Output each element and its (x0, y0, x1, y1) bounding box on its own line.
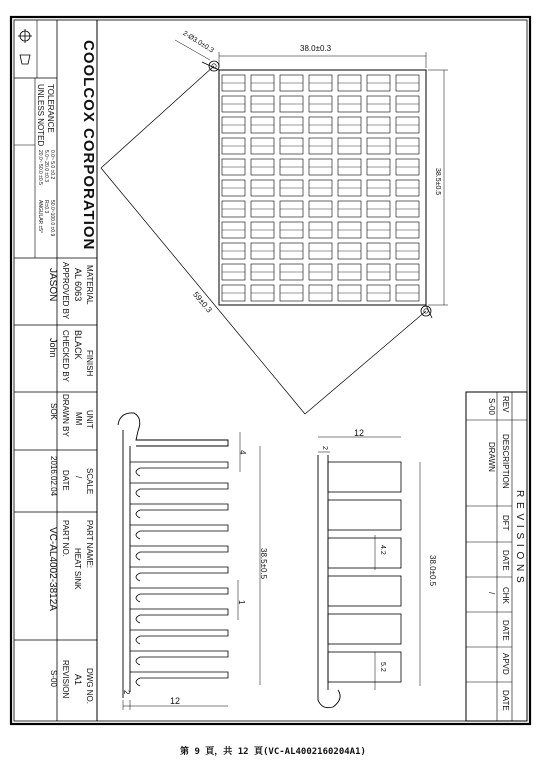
part-no-value: VC-AL4002-3812A (47, 527, 58, 611)
tolerance-line-4: 50.0~100.0 ±0.9 (49, 200, 55, 237)
front-fin (328, 500, 401, 530)
side-fin (130, 630, 228, 644)
rev-cell-chk: / (487, 592, 496, 595)
tolerance-label: TOLERANCE (46, 84, 55, 133)
dim-side-top: 4 (238, 450, 247, 455)
side-fin (130, 609, 228, 623)
approved-value: JASON (47, 268, 58, 302)
front-fin (328, 576, 401, 606)
dwg-no-label: DWG NO. (85, 668, 94, 704)
scale-value: / (74, 476, 83, 479)
dim-side-fin: 1 (237, 600, 246, 605)
page-footer: 第 9 頁，共 12 頁(VC-AL4002160204A1) (180, 747, 366, 757)
drawn-value: SOK (49, 403, 58, 420)
dim-hole: 2-Ø3.0±0.3 (181, 30, 215, 55)
side-fin (130, 567, 228, 581)
tolerance-line-5: R±0.3 (43, 200, 49, 214)
side-fins (130, 462, 228, 686)
part-name-label: PART NAME: (85, 520, 94, 569)
rev-header-date-1: DATE (501, 550, 510, 571)
checked-value: John (48, 338, 58, 358)
dim-top-width: 38.0±0.3 (300, 44, 332, 53)
dim-side-base: 2 (122, 690, 131, 695)
company-name: COOLCOX CORPORATION (80, 40, 97, 251)
front-view (318, 437, 420, 708)
revision-label: REVISION (61, 660, 70, 699)
rev-header-date-3: DATE (501, 690, 510, 711)
drawn-label: DRAWN BY (61, 394, 70, 437)
side-fin (130, 588, 228, 602)
dim-front-gap: 4.2 (379, 545, 386, 555)
projection-symbol-icon (18, 29, 32, 64)
rev-header-date-2: DATE (501, 620, 510, 641)
dim-side-height: 38.5±0.5 (259, 548, 268, 580)
rev-header-description: DESCRIPTION (501, 434, 510, 489)
rev-header-dft: DFT (501, 515, 510, 531)
material-value: AL 6063 (73, 268, 83, 302)
side-fin (130, 546, 228, 560)
dim-front-width: 12 (354, 428, 365, 438)
tolerance-line-1: 0.0~ 5.0 ±0.2 (49, 150, 55, 180)
scale-label: SCALE (85, 468, 94, 495)
tolerance-line-6: ANGULAR ±5° (37, 200, 43, 234)
dwg-no-value: A1 (73, 674, 83, 686)
side-fin (130, 504, 228, 518)
date-label: DATE (61, 470, 70, 491)
rev-header-rev: REV (501, 396, 510, 413)
revision-value: S-00 (49, 670, 58, 687)
dim-front-base: 2 (321, 446, 328, 450)
unit-label: UNIT (85, 410, 94, 429)
unit-value: MM (74, 412, 83, 426)
side-fin (130, 651, 228, 665)
date-value: 2016.02.04 (49, 456, 58, 497)
dim-right-height: 38.5±0.5 (434, 168, 441, 196)
part-no-label: PART NO. (61, 520, 70, 557)
side-fin (130, 462, 228, 476)
dim-front-bottom: 5.2 (379, 662, 386, 672)
front-fin (328, 652, 401, 682)
side-fin (130, 525, 228, 539)
dim-front-height: 38.0±0.5 (428, 555, 437, 587)
dim-diagonal: 59±0.3 (191, 290, 214, 315)
revisions-title: R E V I S I O N S (514, 490, 525, 584)
tolerance-line-2: 5.0~ 20.0 ±0.3 (43, 150, 49, 183)
top-view (101, 40, 448, 414)
finish-value: BLACK (73, 330, 83, 360)
tolerance-line-3: 20.0~ 50.0 ±0.5 (37, 150, 43, 185)
tolerance-sublabel: UNLESS NOTED (36, 84, 45, 147)
rev-header-apvd: APVD (501, 653, 510, 675)
front-fin (328, 462, 401, 492)
front-fin (328, 538, 401, 568)
approved-label: APPROVED BY (61, 262, 70, 320)
pin-grid (222, 75, 419, 301)
material-label: MATERIAL (85, 265, 94, 305)
part-name-value: HEAT SINK (73, 548, 82, 590)
side-fin (130, 483, 228, 497)
side-view (118, 413, 260, 710)
rev-cell-description: DRAWN (487, 442, 496, 472)
front-fins (328, 462, 401, 682)
rev-cell-rev: S-00 (487, 398, 496, 415)
side-fin (130, 672, 228, 686)
finish-label: FINISH (85, 350, 94, 377)
dim-side-width: 12 (170, 696, 181, 706)
rev-header-chk: CHK (501, 587, 510, 604)
front-fin (328, 614, 401, 644)
checked-label: CHECKED BY (61, 330, 70, 383)
